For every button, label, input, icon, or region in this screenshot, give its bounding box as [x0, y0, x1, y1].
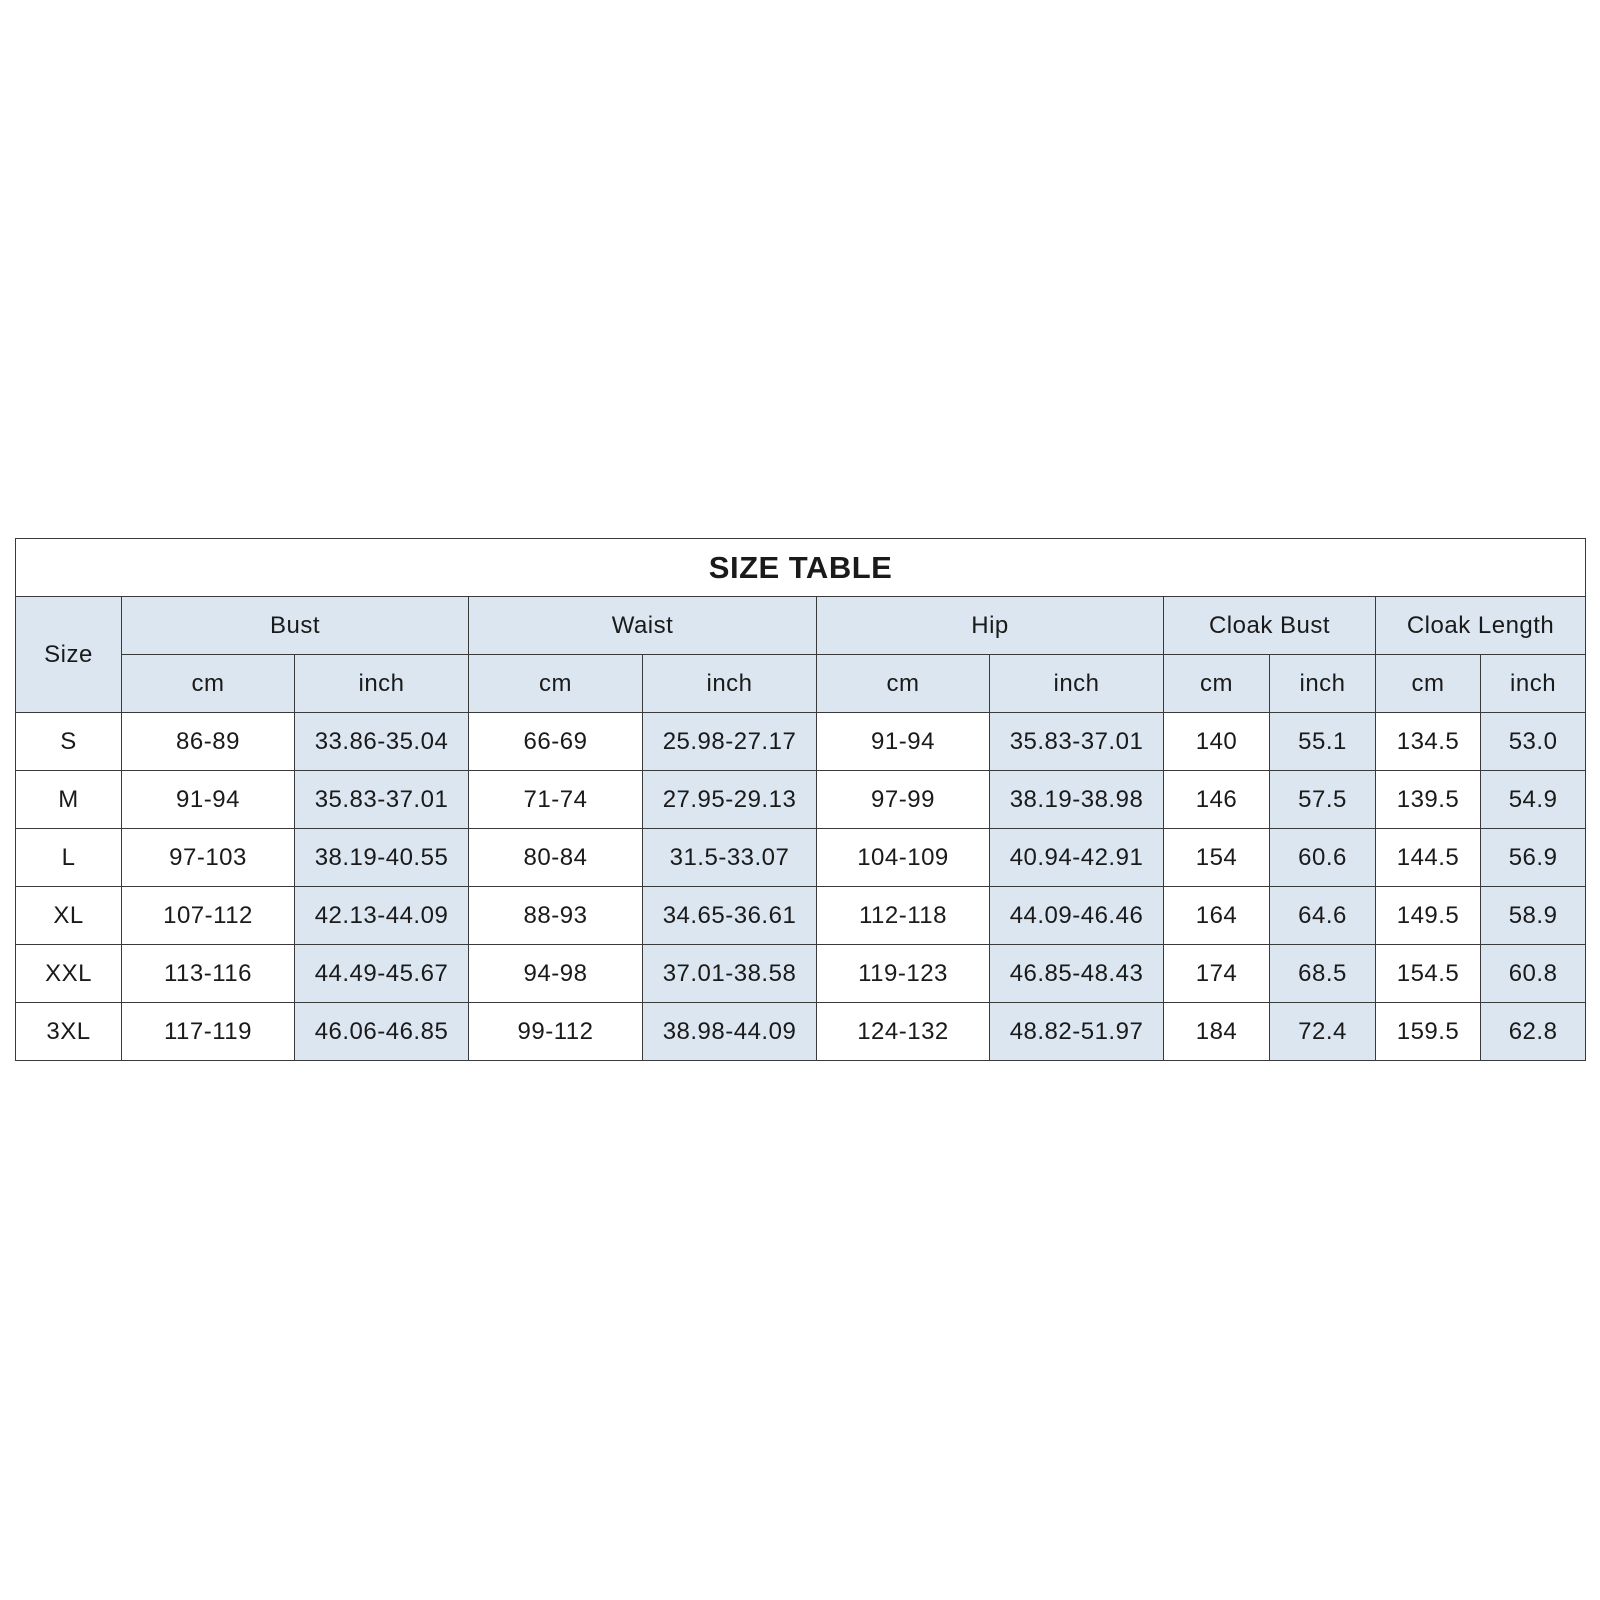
unit-header-cm: cm [817, 655, 990, 713]
size-cell: 3XL [16, 1003, 122, 1061]
inch-value-cell: 35.83-37.01 [295, 771, 469, 829]
cm-value-cell: 184 [1164, 1003, 1270, 1061]
inch-value-cell: 38.19-40.55 [295, 829, 469, 887]
cm-value-cell: 86-89 [122, 713, 295, 771]
group-header-cloak-length: Cloak Length [1376, 597, 1586, 655]
cm-value-cell: 113-116 [122, 945, 295, 1003]
cm-value-cell: 144.5 [1376, 829, 1481, 887]
inch-value-cell: 64.6 [1270, 887, 1376, 945]
inch-value-cell: 33.86-35.04 [295, 713, 469, 771]
cm-value-cell: 97-103 [122, 829, 295, 887]
cm-value-cell: 107-112 [122, 887, 295, 945]
group-header-row [16, 597, 1586, 655]
inch-value-cell: 44.09-46.46 [990, 887, 1164, 945]
inch-value-cell: 38.98-44.09 [643, 1003, 817, 1061]
inch-value-cell: 62.8 [1481, 1003, 1586, 1061]
inch-value-cell: 57.5 [1270, 771, 1376, 829]
cm-value-cell: 174 [1164, 945, 1270, 1003]
cm-value-cell: 164 [1164, 887, 1270, 945]
cm-value-cell: 117-119 [122, 1003, 295, 1061]
inch-value-cell: 25.98-27.17 [643, 713, 817, 771]
size-cell: XXL [16, 945, 122, 1003]
cm-value-cell: 91-94 [122, 771, 295, 829]
cm-value-cell: 149.5 [1376, 887, 1481, 945]
inch-value-cell: 31.5-33.07 [643, 829, 817, 887]
cm-value-cell: 88-93 [469, 887, 643, 945]
inch-value-cell: 46.06-46.85 [295, 1003, 469, 1061]
table-row [16, 887, 1586, 945]
size-cell: S [16, 713, 122, 771]
cm-value-cell: 154.5 [1376, 945, 1481, 1003]
cm-value-cell: 66-69 [469, 713, 643, 771]
size-cell: M [16, 771, 122, 829]
inch-value-cell: 38.19-38.98 [990, 771, 1164, 829]
group-header-hip: Hip [817, 597, 1164, 655]
unit-header-inch: inch [990, 655, 1164, 713]
cm-value-cell: 154 [1164, 829, 1270, 887]
inch-value-cell: 72.4 [1270, 1003, 1376, 1061]
size-column-header: Size [16, 597, 122, 713]
cm-value-cell: 146 [1164, 771, 1270, 829]
inch-value-cell: 34.65-36.61 [643, 887, 817, 945]
cm-value-cell: 112-118 [817, 887, 990, 945]
inch-value-cell: 48.82-51.97 [990, 1003, 1164, 1061]
cm-value-cell: 159.5 [1376, 1003, 1481, 1061]
unit-header-cm: cm [1376, 655, 1481, 713]
cm-value-cell: 124-132 [817, 1003, 990, 1061]
inch-value-cell: 58.9 [1481, 887, 1586, 945]
inch-value-cell: 60.6 [1270, 829, 1376, 887]
group-header-waist: Waist [469, 597, 817, 655]
cm-value-cell: 134.5 [1376, 713, 1481, 771]
inch-value-cell: 40.94-42.91 [990, 829, 1164, 887]
cm-value-cell: 104-109 [817, 829, 990, 887]
cm-value-cell: 119-123 [817, 945, 990, 1003]
cm-value-cell: 140 [1164, 713, 1270, 771]
table-row [16, 713, 1586, 771]
unit-header-cm: cm [1164, 655, 1270, 713]
cm-value-cell: 139.5 [1376, 771, 1481, 829]
group-header-cloak-bust: Cloak Bust [1164, 597, 1376, 655]
unit-header-inch: inch [1270, 655, 1376, 713]
size-table [15, 538, 1586, 1061]
group-header-bust: Bust [122, 597, 469, 655]
inch-value-cell: 56.9 [1481, 829, 1586, 887]
inch-value-cell: 54.9 [1481, 771, 1586, 829]
size-cell: L [16, 829, 122, 887]
unit-header-inch: inch [295, 655, 469, 713]
size-cell: XL [16, 887, 122, 945]
inch-value-cell: 27.95-29.13 [643, 771, 817, 829]
unit-header-cm: cm [469, 655, 643, 713]
cm-value-cell: 71-74 [469, 771, 643, 829]
cm-value-cell: 80-84 [469, 829, 643, 887]
inch-value-cell: 68.5 [1270, 945, 1376, 1003]
table-row [16, 1003, 1586, 1061]
inch-value-cell: 42.13-44.09 [295, 887, 469, 945]
title-row [16, 539, 1586, 597]
unit-header-row [16, 655, 1586, 713]
inch-value-cell: 53.0 [1481, 713, 1586, 771]
unit-header-inch: inch [643, 655, 817, 713]
cm-value-cell: 91-94 [817, 713, 990, 771]
table-row [16, 945, 1586, 1003]
inch-value-cell: 60.8 [1481, 945, 1586, 1003]
unit-header-inch: inch [1481, 655, 1586, 713]
table-row [16, 771, 1586, 829]
inch-value-cell: 35.83-37.01 [990, 713, 1164, 771]
cm-value-cell: 97-99 [817, 771, 990, 829]
inch-value-cell: 55.1 [1270, 713, 1376, 771]
cm-value-cell: 99-112 [469, 1003, 643, 1061]
inch-value-cell: 46.85-48.43 [990, 945, 1164, 1003]
inch-value-cell: 37.01-38.58 [643, 945, 817, 1003]
unit-header-cm: cm [122, 655, 295, 713]
cm-value-cell: 94-98 [469, 945, 643, 1003]
table-title: SIZE TABLE [16, 539, 1586, 597]
inch-value-cell: 44.49-45.67 [295, 945, 469, 1003]
table-row [16, 829, 1586, 887]
